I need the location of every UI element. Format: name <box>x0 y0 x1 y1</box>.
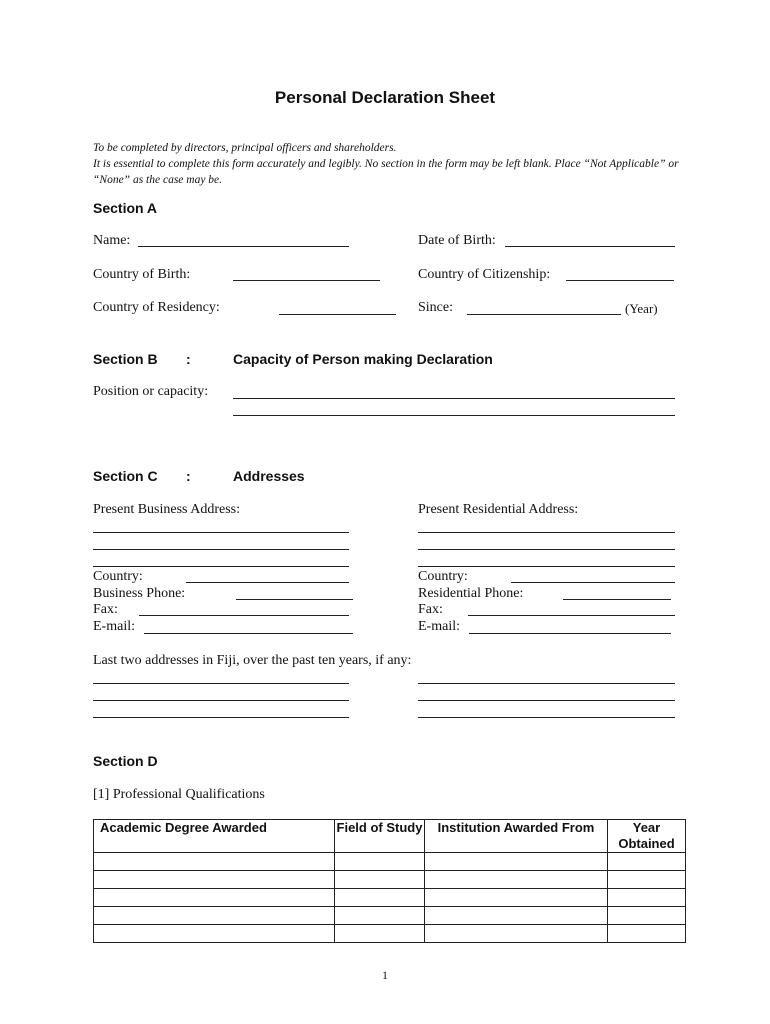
residential-phone-field[interactable] <box>563 599 671 600</box>
table-cell[interactable] <box>425 889 608 907</box>
business-address-line-3[interactable] <box>93 566 349 567</box>
residential-phone-label: Residential Phone: <box>418 586 524 601</box>
previous-address-1-line-3[interactable] <box>93 717 349 718</box>
table-cell[interactable] <box>94 907 335 925</box>
section-a-heading: Section A <box>93 200 158 216</box>
residential-fax-field[interactable] <box>468 615 675 616</box>
table-cell[interactable] <box>608 889 686 907</box>
section-c-title: Addresses <box>233 468 305 484</box>
residential-fax-label: Fax: <box>418 602 443 617</box>
previous-address-2-line-2[interactable] <box>418 700 675 701</box>
instructions-line-2: It is essential to complete this form accurately and legibly. No section in the form may be left blank. Place “Not Applicable” or “None” as the case may be. <box>93 158 679 186</box>
previous-address-2-line-3[interactable] <box>418 717 675 718</box>
instructions-line-1: To be completed by directors, principal officers and shareholders. <box>93 142 397 154</box>
section-b-heading: Section B <box>93 351 158 367</box>
business-address-label: Present Business Address: <box>93 502 240 517</box>
table-cell[interactable] <box>425 853 608 871</box>
position-label: Position or capacity: <box>93 384 209 399</box>
table-cell[interactable] <box>94 853 335 871</box>
column-header: Field of Study <box>335 820 425 853</box>
page-title: Personal Declaration Sheet <box>274 88 496 107</box>
table-cell[interactable] <box>425 925 608 943</box>
country-citizenship-field[interactable] <box>566 280 674 281</box>
country-birth-label: Country of Birth: <box>93 267 191 282</box>
section-b-colon: : <box>186 351 191 367</box>
country-residency-label: Country of Residency: <box>93 300 220 315</box>
table-cell[interactable] <box>608 925 686 943</box>
since-label: Since: <box>418 300 453 315</box>
residential-address-line-3[interactable] <box>418 566 675 567</box>
section-d-heading: Section D <box>93 753 158 769</box>
position-field-line-2[interactable] <box>233 415 675 416</box>
table-row <box>94 889 686 907</box>
section-b-title: Capacity of Person making Declaration <box>233 351 493 367</box>
dob-label: Date of Birth: <box>418 233 496 248</box>
column-header: Institution Awarded From <box>425 820 608 853</box>
residential-email-label: E-mail: <box>418 619 460 634</box>
residential-address-line-2[interactable] <box>418 549 675 550</box>
table-cell[interactable] <box>425 871 608 889</box>
qualifications-subheading: [1] Professional Qualifications <box>93 787 265 802</box>
section-c-heading: Section C <box>93 468 158 484</box>
country-birth-field[interactable] <box>233 280 380 281</box>
business-email-label: E-mail: <box>93 619 135 634</box>
position-field-line-1[interactable] <box>233 398 675 399</box>
residential-country-field[interactable] <box>511 582 675 583</box>
table-cell[interactable] <box>335 925 425 943</box>
business-address-line-1[interactable] <box>93 532 349 533</box>
table-cell[interactable] <box>608 871 686 889</box>
business-country-field[interactable] <box>186 582 349 583</box>
table-cell[interactable] <box>335 889 425 907</box>
table-cell[interactable] <box>608 853 686 871</box>
name-label: Name: <box>93 233 131 248</box>
business-address-line-2[interactable] <box>93 549 349 550</box>
last-two-addresses-label: Last two addresses in Fiji, over the past ten years, if any: <box>93 653 412 668</box>
table-row <box>94 853 686 871</box>
table-header-row <box>94 820 686 853</box>
business-phone-label: Business Phone: <box>93 586 186 601</box>
table-cell[interactable] <box>335 871 425 889</box>
column-header: Year Obtained <box>608 820 686 853</box>
residential-email-field[interactable] <box>469 633 671 634</box>
business-fax-label: Fax: <box>93 602 118 617</box>
column-header: Academic Degree Awarded <box>94 820 335 853</box>
qualifications-table <box>93 819 686 943</box>
table-cell[interactable] <box>335 853 425 871</box>
table-cell[interactable] <box>94 889 335 907</box>
country-citizenship-label: Country of Citizenship: <box>418 267 551 282</box>
residential-country-label: Country: <box>418 569 468 584</box>
dob-field[interactable] <box>505 246 675 247</box>
previous-address-1-line-2[interactable] <box>93 700 349 701</box>
year-hint: (Year) <box>625 301 658 316</box>
business-email-field[interactable] <box>144 633 353 634</box>
residential-address-line-1[interactable] <box>418 532 675 533</box>
table-row <box>94 907 686 925</box>
table-cell[interactable] <box>608 907 686 925</box>
instructions <box>93 140 693 188</box>
section-c-colon: : <box>186 468 191 484</box>
table-cell[interactable] <box>94 925 335 943</box>
country-residency-field[interactable] <box>279 314 396 315</box>
since-year-field[interactable] <box>467 314 621 315</box>
name-field[interactable] <box>138 246 349 247</box>
previous-address-2-line-1[interactable] <box>418 683 675 684</box>
previous-address-1-line-1[interactable] <box>93 683 349 684</box>
table-row <box>94 871 686 889</box>
business-country-label: Country: <box>93 569 143 584</box>
table-cell[interactable] <box>425 907 608 925</box>
business-phone-field[interactable] <box>236 599 353 600</box>
table-cell[interactable] <box>335 907 425 925</box>
residential-address-label: Present Residential Address: <box>418 502 579 517</box>
business-fax-field[interactable] <box>139 615 349 616</box>
page-number: 1 <box>382 968 388 982</box>
table-row <box>94 925 686 943</box>
table-cell[interactable] <box>94 871 335 889</box>
